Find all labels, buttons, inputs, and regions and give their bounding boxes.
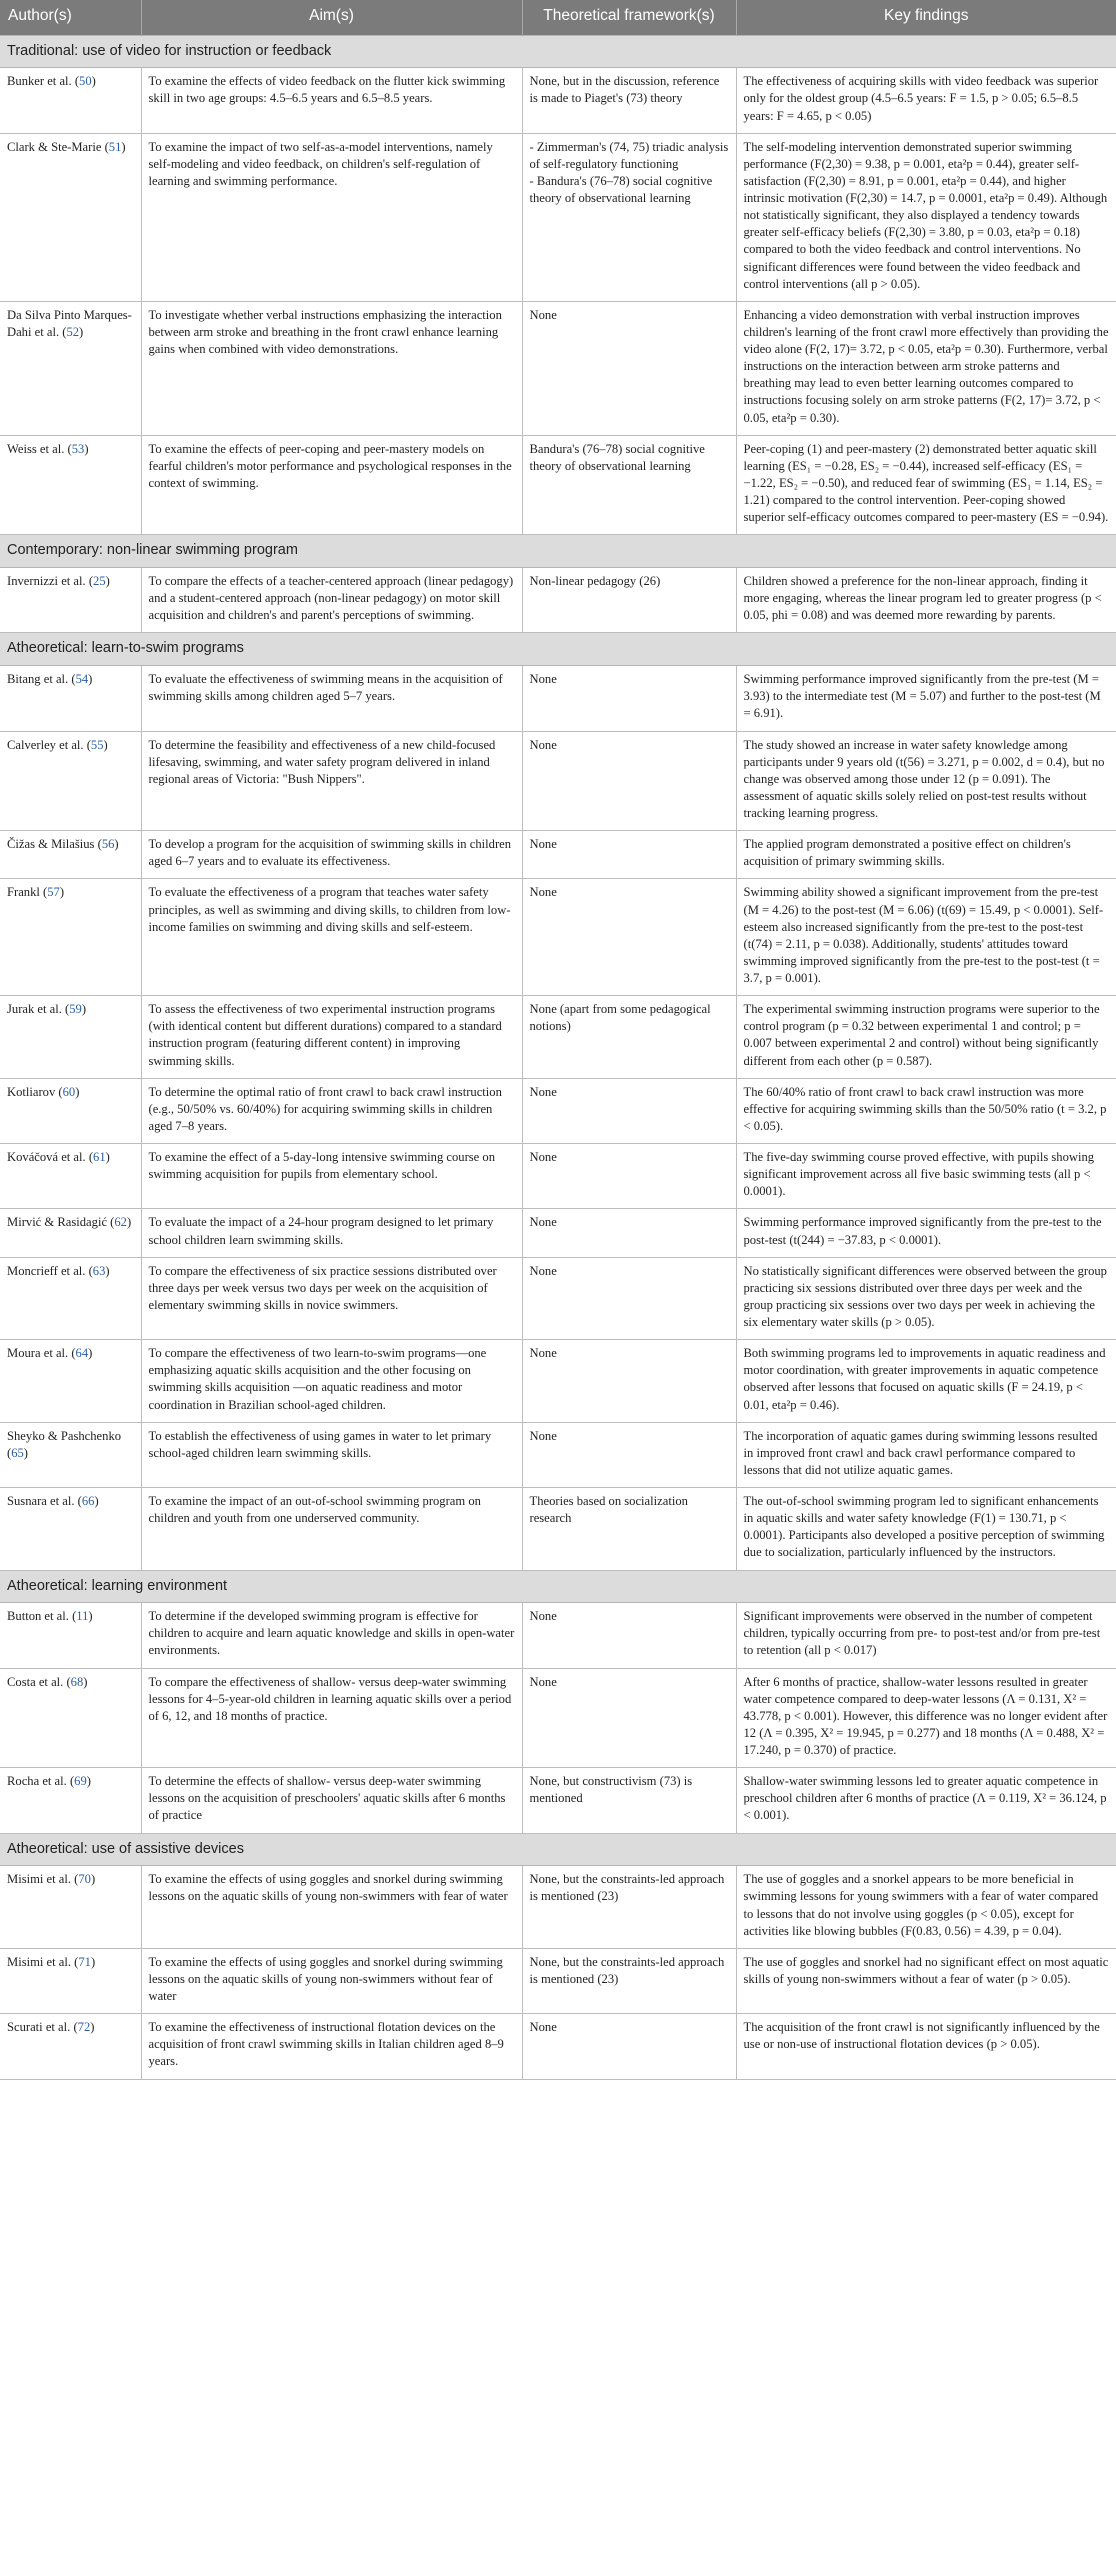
table-row	[0, 1866, 1116, 1949]
findings-cell: The acquisition of the front crawl is not significantly influenced by the use or non-use of instructional flotation devices (p > 0.05).	[736, 2014, 1116, 2079]
aim-cell: To examine the impact of an out-of-school swimming program on children and youth from one underserved community.	[141, 1488, 522, 1571]
author-cell: Kováčová et al. (61)	[0, 1144, 141, 1209]
author-name: Weiss et al.	[7, 441, 65, 456]
author-name: Kotliarov	[7, 1084, 56, 1099]
framework-cell	[522, 1144, 736, 1209]
aim-cell: To examine the effect of a 5-day-long intensive swimming course on swimming acquisition for pupils from elementary school.	[141, 1144, 522, 1209]
aim-cell: To examine the impact of two self-as-a-model interventions, namely self-modeling and video feedback, on children's self-regulation of learning and swimming performance.	[141, 133, 522, 301]
findings-cell: The use of goggles and a snorkel appears to be more beneficial in swimming lessons for young swimmers with a fear of water compared to lessons that do not involve using goggles (p < 0.05), except for activities like blowing bubbles (F(0.83, 0.56) = 4.39, p = 0.04).	[736, 1866, 1116, 1949]
author-name: Sheyko & Pashchenko	[7, 1428, 122, 1443]
aim-cell: To determine the optimal ratio of front crawl to back crawl instruction (e.g., 50/50% vs. 60/40%) for acquiring swimming skills in children aged 7–8 years.	[141, 1078, 522, 1143]
author-name: Mirvić & Rasidagić	[7, 1215, 108, 1230]
author-name: Costa et al.	[7, 1674, 64, 1689]
framework-cell	[522, 568, 736, 633]
author-name: Bunker et al.	[7, 74, 72, 89]
author-name: Kováčová et al.	[7, 1150, 86, 1164]
framework-cell	[522, 301, 736, 435]
aim-cell: To establish the effectiveness of using games in water to let primary school-aged children learn swimming skills.	[141, 1422, 522, 1487]
author-name: Bitang et al.	[7, 672, 69, 687]
author-cell: Mirvić & Rasidagić (62)	[0, 1209, 141, 1257]
framework-line: Bandura's (76–78) social cognitive theory of observational learning	[529, 441, 705, 473]
table-row	[0, 996, 1116, 1079]
framework-line: None	[529, 2020, 557, 2035]
framework-line: None	[529, 837, 557, 852]
section-title: Atheoretical: learn-to-swim programs	[0, 633, 1116, 666]
table-row	[0, 68, 1116, 133]
findings-cell: No statistically significant differences were observed between the group practicing six sessions distributed over three days per week and the group practicing six sessions over two days per week in achieving the six elementary water skills (p > 0.05).	[736, 1257, 1116, 1340]
citation-ref: 11	[76, 1609, 89, 1624]
author-name: Čižas & Milašius	[7, 837, 95, 852]
aim-cell: To investigate whether verbal instructions emphasizing the interaction between arm stroke and breathing in the front crawl enhance learning gains when combined with video demonstrations.	[141, 301, 522, 435]
author-cell: Jurak et al. (59)	[0, 996, 141, 1079]
section-title: Traditional: use of video for instruction or feedback	[0, 35, 1116, 68]
framework-line: None	[529, 1674, 557, 1689]
framework-line: None	[529, 1609, 557, 1624]
section-header-row	[0, 35, 1116, 68]
table-row	[0, 1768, 1116, 1833]
framework-line: None, but constructivism (73) is mentioned	[529, 1774, 693, 1806]
table-row	[0, 133, 1116, 301]
citation-ref: 61	[93, 1150, 106, 1164]
author-cell: Moura et al. (64)	[0, 1340, 141, 1423]
table-row	[0, 2014, 1116, 2079]
author-name: Misimi et al.	[7, 1954, 72, 1969]
table-row	[0, 1144, 1116, 1209]
author-cell: Sheyko & Pashchenko (65)	[0, 1422, 141, 1487]
findings-cell: Significant improvements were observed in the number of competent children, typically occurring from pre- to post-test and/or from pre-test to retention (all p < 0.017)	[736, 1603, 1116, 1668]
findings-cell: After 6 months of practice, shallow-water lessons resulted in greater water competence compared to deep-water lessons (Λ = 0.131, X² = 43.778, p < 0.001). However, this difference was no longer evident after 12 (Λ = 0.395, X² = 19.945, p = 0.277) and 18 months (Λ = 0.488, X² = 17.240, p = 0.370) of practice.	[736, 1668, 1116, 1768]
aim-cell: To determine if the developed swimming program is effective for children to acquire and learn aquatic knowledge and skills in open-water environments.	[141, 1603, 522, 1668]
author-cell: Misimi et al. (71)	[0, 1948, 141, 2013]
author-cell: Weiss et al. (53)	[0, 435, 141, 535]
framework-cell	[522, 1488, 736, 1571]
author-name: Rocha et al.	[7, 1774, 67, 1789]
section-header-row	[0, 1833, 1116, 1866]
table-row	[0, 1209, 1116, 1257]
citation-ref: 57	[47, 885, 60, 900]
author-cell: Moncrieff et al. (63)	[0, 1257, 141, 1340]
author-cell: Kotliarov (60)	[0, 1078, 141, 1143]
author-cell: Bunker et al. (50)	[0, 68, 141, 133]
author-name: Invernizzi et al.	[7, 574, 86, 589]
table-row	[0, 1422, 1116, 1487]
author-cell: Clark & Ste-Marie (51)	[0, 133, 141, 301]
framework-cell	[522, 831, 736, 879]
framework-cell	[522, 435, 736, 535]
framework-line: - Bandura's (76–78) social cognitive theory of observational learning	[529, 173, 713, 206]
framework-line: None, but the constraints-led approach is mentioned (23)	[529, 1954, 725, 1986]
framework-line: - Zimmerman's (74, 75) triadic analysis of self-regulatory functioning	[529, 139, 729, 171]
citation-ref: 62	[114, 1215, 127, 1230]
table-row	[0, 568, 1116, 633]
table-row	[0, 1340, 1116, 1423]
aim-cell: To examine the effects of video feedback on the flutter kick swimming skill in two age groups: 4.5–6.5 years and 6.5–8.5 years.	[141, 68, 522, 133]
findings-cell: The out-of-school swimming program led to significant enhancements in aquatic skills and water safety knowledge (F(1) = 130.71, p < 0.0001). Participants also developed a positive perception of swimming due to socialization, particularly influenced by the instructors.	[736, 1488, 1116, 1571]
table-row	[0, 666, 1116, 731]
findings-cell: The effectiveness of acquiring skills with video feedback was superior only for the oldest group (4.5–6.5 years: F = 1.5, p > 0.05; 6.5–8.5 years: F = 4.65, p < 0.05)	[736, 68, 1116, 133]
framework-line: None	[529, 1215, 557, 1230]
framework-line: None, but in the discussion, reference is made to Piaget's (73) theory	[529, 74, 720, 106]
framework-line: None	[529, 1346, 557, 1361]
findings-cell: Swimming ability showed a significant improvement from the pre-test (M = 4.26) to the post-test (M = 6.06) (t(69) = 15.49, p < 0.0001). Self-esteem also increased significantly from the pre-test to the post-test (t(74) = 2.11, p = 0.038). Additionally, students' attitudes toward swimming improved significantly from the pre-test to the post-test (t = 3.7, p = 0.001).	[736, 879, 1116, 996]
framework-line: None	[529, 1428, 557, 1443]
citation-ref: 66	[81, 1494, 95, 1508]
framework-cell	[522, 1668, 736, 1768]
section-header-row	[0, 633, 1116, 666]
findings-cell: Swimming performance improved significantly from the pre-test to the post-test (t(244) = −37.83, p < 0.0001).	[736, 1209, 1116, 1257]
author-name: Da Silva Pinto Marques-Dahi et al.	[7, 307, 132, 339]
table-row	[0, 1948, 1116, 2013]
framework-cell	[522, 1209, 736, 1257]
citation-ref: 70	[78, 1872, 91, 1887]
author-cell: Misimi et al. (70)	[0, 1866, 141, 1949]
author-cell: Bitang et al. (54)	[0, 666, 141, 731]
table-row	[0, 1488, 1116, 1571]
author-name: Frankl	[7, 885, 40, 900]
citation-ref: 56	[101, 837, 115, 852]
citation-ref: 68	[70, 1674, 84, 1689]
framework-line: None	[529, 1150, 557, 1164]
table-row	[0, 1668, 1116, 1768]
framework-cell	[522, 2014, 736, 2079]
author-name: Scurati et al.	[7, 2020, 71, 2035]
section-header-row	[0, 1570, 1116, 1603]
citation-ref: 71	[78, 1954, 91, 1969]
findings-cell: The experimental swimming instruction programs were superior to the control program (p = 0.32 between experimental 1 and control; p = 0.007 between experimental 2 and control) without being significantly different from each other (p = 0.587).	[736, 996, 1116, 1079]
citation-ref: 52	[66, 324, 80, 339]
table-row	[0, 879, 1116, 996]
aim-cell: To compare the effectiveness of two learn-to-swim programs—one emphasizing aquatic skills acquisition and the other focusing on swimming skills acquisition —on aquatic readiness and motor coordination in Brazilian school-aged children.	[141, 1340, 522, 1423]
section-title: Atheoretical: learning environment	[0, 1570, 1116, 1603]
citation-ref: 25	[93, 574, 106, 589]
author-name: Jurak et al.	[7, 1002, 62, 1017]
framework-cell	[522, 1340, 736, 1423]
findings-cell: The five-day swimming course proved effective, with pupils showing significant improvement across all five basic swimming tests (all p < 0.0001).	[736, 1144, 1116, 1209]
findings-cell: Children showed a preference for the non-linear approach, finding it more engaging, whereas the linear program led to greater progress (p < 0.05, phi = 0.08) and was deemed more rewarding by parents.	[736, 568, 1116, 633]
framework-line: None	[529, 885, 557, 900]
aim-cell: To examine the effects of peer-coping and peer-mastery models on fearful children's motor performance and psychological responses in the context of swimming.	[141, 435, 522, 535]
author-cell: Da Silva Pinto Marques-Dahi et al. (52)	[0, 301, 141, 435]
table-row	[0, 301, 1116, 435]
findings-cell: Peer-coping (1) and peer-mastery (2) demonstrated better aquatic skill learning (ES₁ = −0.28, ES₂ = −0.44), increased self-efficacy (ES₁ = −1.22, ES₂ = −0.50), and reduced fear of swimming (ES₁ = 1.14, ES₂ = 1.21) compared to the control intervention. Peer-coping showed superior self-efficacy outcomes compared to peer-mastery (ES = −0.94).	[736, 435, 1116, 535]
author-cell: Scurati et al. (72)	[0, 2014, 141, 2079]
author-name: Button et al.	[7, 1609, 69, 1624]
aim-cell: To compare the effectiveness of shallow- versus deep-water swimming lessons for 4–5-year-old children in learning aquatic skills over a period of 6, 12, and 18 months of practice.	[141, 1668, 522, 1768]
author-name: Moura et al.	[7, 1346, 69, 1361]
aim-cell: To examine the effectiveness of instructional flotation devices on the acquisition of front crawl swimming skills in Italian children aged 8–9 years.	[141, 2014, 522, 2079]
author-cell: Invernizzi et al. (25)	[0, 568, 141, 633]
framework-cell	[522, 731, 736, 831]
author-name: Misimi et al.	[7, 1872, 72, 1887]
framework-line: None	[529, 672, 557, 687]
framework-cell	[522, 666, 736, 731]
header-aims: Aim(s)	[141, 0, 522, 35]
framework-line: Non-linear pedagogy (26)	[529, 574, 661, 589]
author-cell: Calverley et al. (55)	[0, 731, 141, 831]
citation-ref: 51	[108, 139, 122, 154]
aim-cell: To determine the feasibility and effectiveness of a new child-focused lifesaving, swimming, and water safety program delivered in inland regional areas of Victoria: "Bush Nippers".	[141, 731, 522, 831]
citation-ref: 64	[75, 1346, 89, 1361]
author-cell: Rocha et al. (69)	[0, 1768, 141, 1833]
author-name: Clark & Ste-Marie	[7, 139, 102, 154]
author-cell: Čižas & Milašius (56)	[0, 831, 141, 879]
author-name: Moncrieff et al.	[7, 1263, 86, 1278]
citation-ref: 55	[90, 737, 104, 752]
framework-cell	[522, 68, 736, 133]
framework-line: None (apart from some pedagogical notions)	[529, 1002, 711, 1034]
citation-ref: 60	[62, 1084, 76, 1099]
citation-ref: 72	[77, 2020, 91, 2035]
author-name: Calverley et al.	[7, 737, 84, 752]
table-row	[0, 1078, 1116, 1143]
aim-cell: To compare the effectiveness of six practice sessions distributed over three days per week versus two days per week on the acquisition of elementary swimming skills in novice swimmers.	[141, 1257, 522, 1340]
framework-line: None, but the constraints-led approach is mentioned (23)	[529, 1872, 725, 1904]
framework-cell	[522, 996, 736, 1079]
findings-cell: The use of goggles and snorkel had no significant effect on most aquatic skills of young non-swimmers without a fear of water (p > 0.05).	[736, 1948, 1116, 2013]
findings-cell: Swimming performance improved significantly from the pre-test (M = 3.93) to the intermediate test (M = 5.07) and further to the post-test (M = 6.91).	[736, 666, 1116, 731]
findings-cell: The applied program demonstrated a positive effect on children's acquisition of primary swimming skills.	[736, 831, 1116, 879]
aim-cell: To assess the effectiveness of two experimental instruction programs (with identical content but different durations) compared to a standard instruction program (featuring different content) in improving swimming skills.	[141, 996, 522, 1079]
framework-cell	[522, 133, 736, 301]
citation-ref: 50	[79, 74, 92, 89]
framework-line: None	[529, 1084, 557, 1099]
aim-cell: To develop a program for the acquisition of swimming skills in children aged 6–7 years and to evaluate its effectiveness.	[141, 831, 522, 879]
citation-ref: 69	[74, 1774, 87, 1789]
aim-cell: To evaluate the effectiveness of swimming means in the acquisition of swimming skills among children aged 5–7 years.	[141, 666, 522, 731]
findings-cell: The study showed an increase in water safety knowledge among participants under 9 years old (t(56) = 3.271, p = 0.002, d = 0.4), but no change was observed among those under 12 (p = 0.091). The assessment of aquatic skills solely relied on post-test results without tracking learning progress.	[736, 731, 1116, 831]
framework-line: None	[529, 1263, 557, 1278]
findings-cell: The self-modeling intervention demonstrated superior swimming performance (F(2,30) = 9.38, p = 0.001, eta²p = 0.44), greater self-satisfaction (F(2,30) = 8.91, p = 0.001, eta²p = 0.44), and higher intrinsic motivation (F(2,30) = 14.7, p = 0.0001, eta²p = 0.49). Although not statistically significant, they also displayed a tendency towards greater self-efficacy beliefs (F(2,30) = 3.80, p = 0.03, eta²p = 0.18) compared to both the video feedback and control interventions. No significant differences were found between the video feedback and control interventions (all p > 0.05).	[736, 133, 1116, 301]
citation-ref: 54	[75, 672, 89, 687]
author-cell: Costa et al. (68)	[0, 1668, 141, 1768]
aim-cell: To examine the effects of using goggles and snorkel during swimming lessons on the aquatic skills of young non-swimmers without fear of water	[141, 1948, 522, 2013]
header-findings: Key findings	[736, 0, 1116, 35]
author-cell: Frankl (57)	[0, 879, 141, 996]
table-row	[0, 1257, 1116, 1340]
framework-cell	[522, 1603, 736, 1668]
aim-cell: To compare the effects of a teacher-centered approach (linear pedagogy) and a student-centered approach (non-linear pedagogy) on motor skill acquisition and children's and parent's perceptions of swimming.	[141, 568, 522, 633]
framework-cell	[522, 1768, 736, 1833]
findings-cell: The 60/40% ratio of front crawl to back crawl instruction was more effective for acquiring swimming skills than the 50/50% ratio (t = 3.2, p < 0.05).	[736, 1078, 1116, 1143]
table-row	[0, 435, 1116, 535]
citation-ref: 53	[71, 441, 85, 456]
findings-cell: The incorporation of aquatic games during swimming lessons resulted in improved front crawl and back crawl performance compared to lessons that did not utilize aquatic games.	[736, 1422, 1116, 1487]
framework-cell	[522, 1422, 736, 1487]
table-header	[0, 0, 1116, 35]
table-row	[0, 1603, 1116, 1668]
header-authors: Author(s)	[0, 0, 141, 35]
author-cell: Susnara et al. (66)	[0, 1488, 141, 1571]
header-framework: Theoretical framework(s)	[522, 0, 736, 35]
framework-cell	[522, 1948, 736, 2013]
section-title: Atheoretical: use of assistive devices	[0, 1833, 1116, 1866]
table-row	[0, 731, 1116, 831]
findings-cell: Both swimming programs led to improvements in aquatic readiness and motor coordination, with greater improvements in aquatic competence observed after lessons that focused on aquatic skills (F = 24.19, p < 0.01, eta²p = 0.46).	[736, 1340, 1116, 1423]
author-name: Susnara et al.	[7, 1494, 75, 1508]
aim-cell: To evaluate the impact of a 24-hour program designed to let primary school children learn swimming skills.	[141, 1209, 522, 1257]
author-cell: Button et al. (11)	[0, 1603, 141, 1668]
framework-line: Theories based on socialization research	[529, 1494, 688, 1526]
table-row	[0, 831, 1116, 879]
table-body	[0, 35, 1116, 2079]
section-title: Contemporary: non-linear swimming program	[0, 535, 1116, 568]
framework-cell	[522, 879, 736, 996]
framework-cell	[522, 1257, 736, 1340]
framework-line: None	[529, 737, 557, 752]
section-header-row	[0, 535, 1116, 568]
citation-ref: 65	[11, 1445, 24, 1460]
aim-cell: To determine the effects of shallow- versus deep-water swimming lessons on the acquisition of preschoolers' aquatic skills after 6 months of practice	[141, 1768, 522, 1833]
framework-cell	[522, 1078, 736, 1143]
citation-ref: 59	[69, 1002, 82, 1017]
framework-line: None	[529, 307, 557, 322]
findings-cell: Enhancing a video demonstration with verbal instruction improves children's learning of the front crawl more effectively than providing the video alone (F(2, 17)= 3.72, p < 0.05, eta²p = 0.30). Furthermore, verbal instructions on the interaction between arm stroke patterns and breathing may lead to even better learning outcomes compared to instructions focusing solely on arm stroke patterns (F(2, 17)= 3.72, p < 0.05, eta²p = 0.30).	[736, 301, 1116, 435]
framework-cell	[522, 1866, 736, 1949]
citation-ref: 63	[92, 1263, 106, 1278]
aim-cell: To examine the effects of using goggles and snorkel during swimming lessons on the aquatic skills of young non-swimmers with fear of water	[141, 1866, 522, 1949]
aim-cell: To evaluate the effectiveness of a program that teaches water safety principles, as well as swimming and diving skills, to children from low-income families on swimming and diving skills and self-esteem.	[141, 879, 522, 996]
findings-cell: Shallow-water swimming lessons led to greater aquatic competence in preschool children after 6 months of practice (Λ = 0.119, X² = 36.124, p < 0.001).	[736, 1768, 1116, 1833]
